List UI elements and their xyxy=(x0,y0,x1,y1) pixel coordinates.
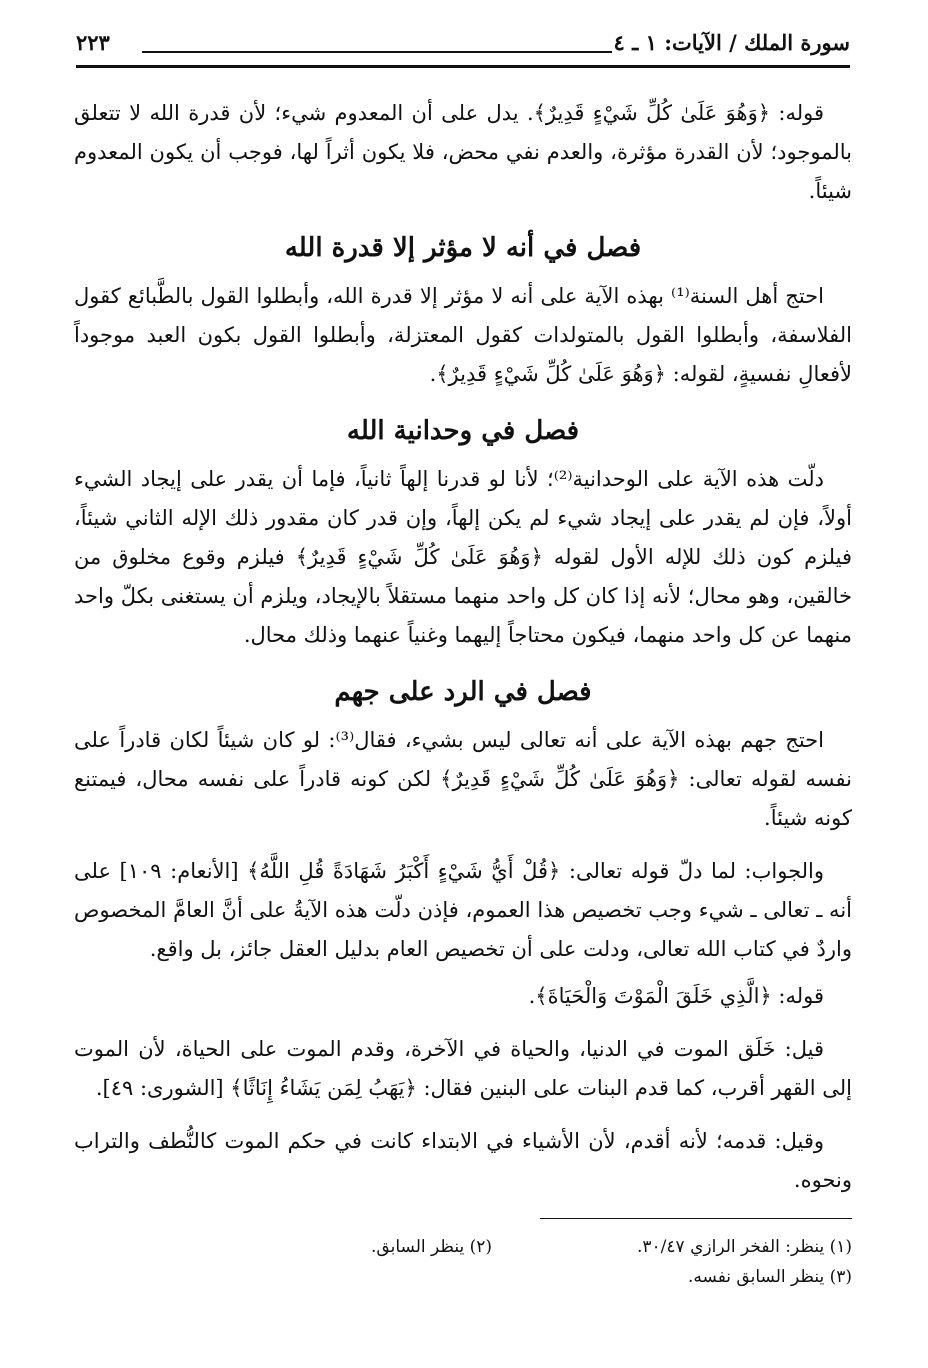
section-heading-oneness: فصل في وحدانية الله xyxy=(346,416,580,446)
paragraph-answer: والجواب: لما دلّ قوله تعالى: ﴿قُلْ أَيُّ شَيْءٍ أَكْبَرُ شَهَادَةً قُلِ اللَّهُ﴾ [الأنعام: ١٠٩] على أنه ـ تعالى ـ شيء وجب تخصيص هذا العموم، فإذن دلّت هذه الآيةُ على أنَّ العامَّ المخصوص واردٌ في كتاب الله تعالى، ودلت على أن تخصيص العام بدليل العقل جائز، بل واقع. xyxy=(74,859,852,961)
paragraph-intro: قوله: ﴿وَهُوَ عَلَىٰ كُلِّ شَيْءٍ قَدِيرٌ﴾. يدل على أن المعدوم شيء؛ لأن قدرة الله لا تتعلق بالموجود؛ لأن القدرة مؤثرة، والعدم نفي محض، فلا يكون أثراً لها، فوجب أن يكون المعدوم شيئاً. xyxy=(74,101,852,203)
page-header xyxy=(76,24,850,68)
footnote-3: (٣) ينظر السابق نفسه. xyxy=(688,1267,852,1287)
footnote-1: (١) ينظر: الفخر الرازي ٣٠/٤٧. xyxy=(637,1237,852,1257)
section-heading-jahm: فصل في الرد على جهم xyxy=(334,677,592,707)
footnote-2: (٢) ينظر السابق. xyxy=(371,1237,492,1257)
footnote-row xyxy=(74,1262,852,1292)
running-title: سورة الملك / الآيات: ١ ـ ٤ xyxy=(613,30,850,55)
footnote-separator xyxy=(540,1218,852,1219)
header-leader-line xyxy=(142,51,612,53)
paragraph-ahl-sunnah: احتج أهل السنة⁽¹⁾ بهذه الآية على أنه لا مؤثر إلا قدرة الله، وأبطلوا القول بالطَّبائع كقول الفلاسفة، وأبطلوا القول بالمتولدات كقول المعتزلة، وأبطلوا القول بكون العبد موجوداً لأفعالِ نفسيةٍ، لقوله: ﴿وَهُوَ عَلَىٰ كُلِّ شَيْءٍ قَدِيرٌ﴾. xyxy=(74,284,852,386)
paragraph-oneness: دلّت هذه الآية على الوحدانية⁽²⁾؛ لأنا لو قدرنا إلهاً ثانياً، فإما أن يقدر على إيجاد الشيء أولاً، فإن لم يقدر على إيجاد شيء لم يكن إلهاً، وإن قدر كان مقدور ذلك الإله الثاني شيئاً، فيلزم كون ذلك للإله الأول لقوله ﴿وَهُوَ عَلَىٰ كُلِّ شَيْءٍ قَدِيرٌ﴾ فيلزم وقوع مخلوق من خالقين، وهو محال؛ لأنه إذا كان كل واحد منهما مستقلاً بالإيجاد، ويلزم أن يستغنى بكلّ واحد منهما عن كل واحد منهما، فيكون محتاجاً إليهما وغنياً عنهما وذلك محال. xyxy=(74,467,852,647)
footnote-row xyxy=(74,1232,852,1262)
paragraph-verse-quote: قوله: ﴿الَّذِي خَلَقَ الْمَوْتَ وَالْحَيَاةَ﴾. xyxy=(528,984,824,1008)
page-number: ٢٢٣ xyxy=(76,30,110,55)
paragraph-precedence: وقيل: قدمه؛ لأنه أقدم، لأن الأشياء في الابتداء كانت في حكم الموت كالنُّطف والتراب ونحوه. xyxy=(74,1129,852,1192)
header-rule xyxy=(76,65,850,68)
footnotes xyxy=(74,1232,852,1292)
page-body xyxy=(74,94,852,1208)
paragraph-death-life: قيل: خَلَق الموت في الدنيا، والحياة في الآخرة، وقدم الموت على الحياة، لأن الموت إلى القهر أقرب، كما قدم البنات على البنين فقال: ﴿يَهَبُ لِمَن يَشَاءُ إِنَاثًا﴾ [الشورى: ٤٩]. xyxy=(74,1037,852,1100)
paragraph-jahm: احتج جهم بهذه الآية على أنه تعالى ليس بشيء، فقال⁽³⁾: لو كان شيئاً لكان قادراً على نفسه لقوله تعالى: ﴿وَهُوَ عَلَىٰ كُلِّ شَيْءٍ قَدِيرٌ﴾ لكن كونه قادراً على نفسه محال، فيمتنع كونه شيئاً. xyxy=(74,728,852,830)
section-heading-influence: فصل في أنه لا مؤثر إلا قدرة الله xyxy=(284,233,642,263)
